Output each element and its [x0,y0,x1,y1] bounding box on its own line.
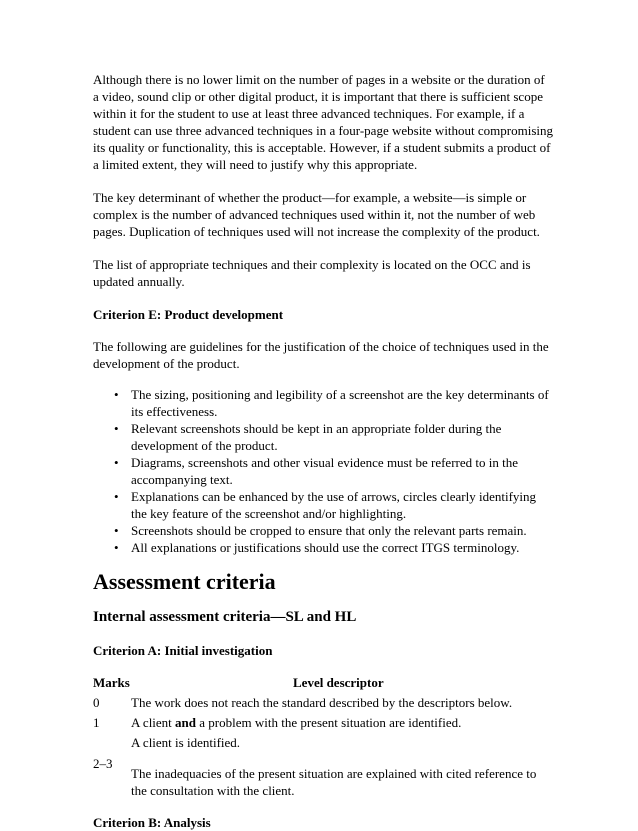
intro-paragraph-1: Although there is no lower limit on the number of pages in a website or the duration of a video, sound clip or other digital product, it is important that there is sufficient scope within it for the student to use at least three advanced techniques. For example, if a student can use three advanced techniques in a four-page website without compromising its quality or functionality, this is acceptable. However, if a student submits a product of a limited extent, they will need to justify why this appropriate. [93,72,554,172]
criterion-e-intro: The following are guidelines for the justification of the choice of techniques used in the development of the product. [93,339,549,371]
marks-column-header: Marks [93,675,130,690]
criterion-a-table-header [93,674,553,691]
table-row [93,714,553,751]
bullet-item [93,454,553,488]
bullet-glyph: • [114,421,119,436]
row-descriptor: The inadequacies of the present situation are explained with cited reference to the consultation with the client. [131,766,537,798]
descriptor-text: A client [131,715,176,730]
criterion-e-bullet-list [93,386,553,556]
internal-assessment-heading: Internal assessment criteria—SL and HL [93,609,357,625]
bullet-text: Explanations can be enhanced by the use of arrows, circles clearly identifying the key feature of the screenshot and/or highlighting. [131,489,537,521]
bullet-text: The sizing, positioning and legibility of a screenshot are the key determinants of its effectiveness. [131,387,549,419]
intro-paragraph-2: The key determinant of whether the product—for example, a website—is simple or complex is the number of advanced techniques used within it, not the number of web pages. Duplication of techniques used will not increase the complexity of the product. [93,190,540,239]
bullet-text: All explanations or justifications should use the correct ITGS terminology. [131,540,520,555]
bullet-glyph: • [114,489,119,504]
bullet-text: Relevant screenshots should be kept in an appropriate folder during the development of the product. [131,421,502,453]
criterion-a-heading: Criterion A: Initial investigation [93,643,273,658]
row-mark: 0 [93,695,100,710]
bullet-glyph: • [114,455,119,470]
criterion-e-heading: Criterion E: Product development [93,307,284,322]
bullet-item [93,539,553,556]
row-mark: 2–3 [93,756,113,771]
row-descriptor: The work does not reach the standard described by the descriptors below. [131,695,513,710]
assessment-criteria-heading: Assessment criteria [93,569,276,594]
row-descriptor [131,714,553,751]
table-row [93,755,553,799]
row-mark: 1 [93,715,100,730]
row-descriptor-line: A client is identified. [131,735,241,750]
descriptor-emphasis: and [175,715,197,730]
bullet-text: Screenshots should be cropped to ensure that only the relevant parts remain. [131,523,527,538]
bullet-item [93,488,553,522]
bullet-glyph: • [114,387,119,402]
bullet-item [93,386,553,420]
criterion-b-heading: Criterion B: Analysis [93,815,211,830]
descriptor-text: a problem with the present situation are identified. [196,715,462,730]
bullet-glyph: • [114,523,119,538]
bullet-text: Diagrams, screenshots and other visual evidence must be referred to in the accompanying text. [131,455,518,487]
level-descriptor-column-header: Level descriptor [293,675,384,690]
document-page [93,71,553,831]
bullet-glyph: • [114,540,119,555]
bullet-item [93,420,553,454]
table-row [93,694,553,711]
intro-paragraph-3: The list of appropriate techniques and their complexity is located on the OCC and is updated annually. [93,257,531,289]
row-descriptor-line [131,714,553,731]
bullet-item [93,522,553,539]
